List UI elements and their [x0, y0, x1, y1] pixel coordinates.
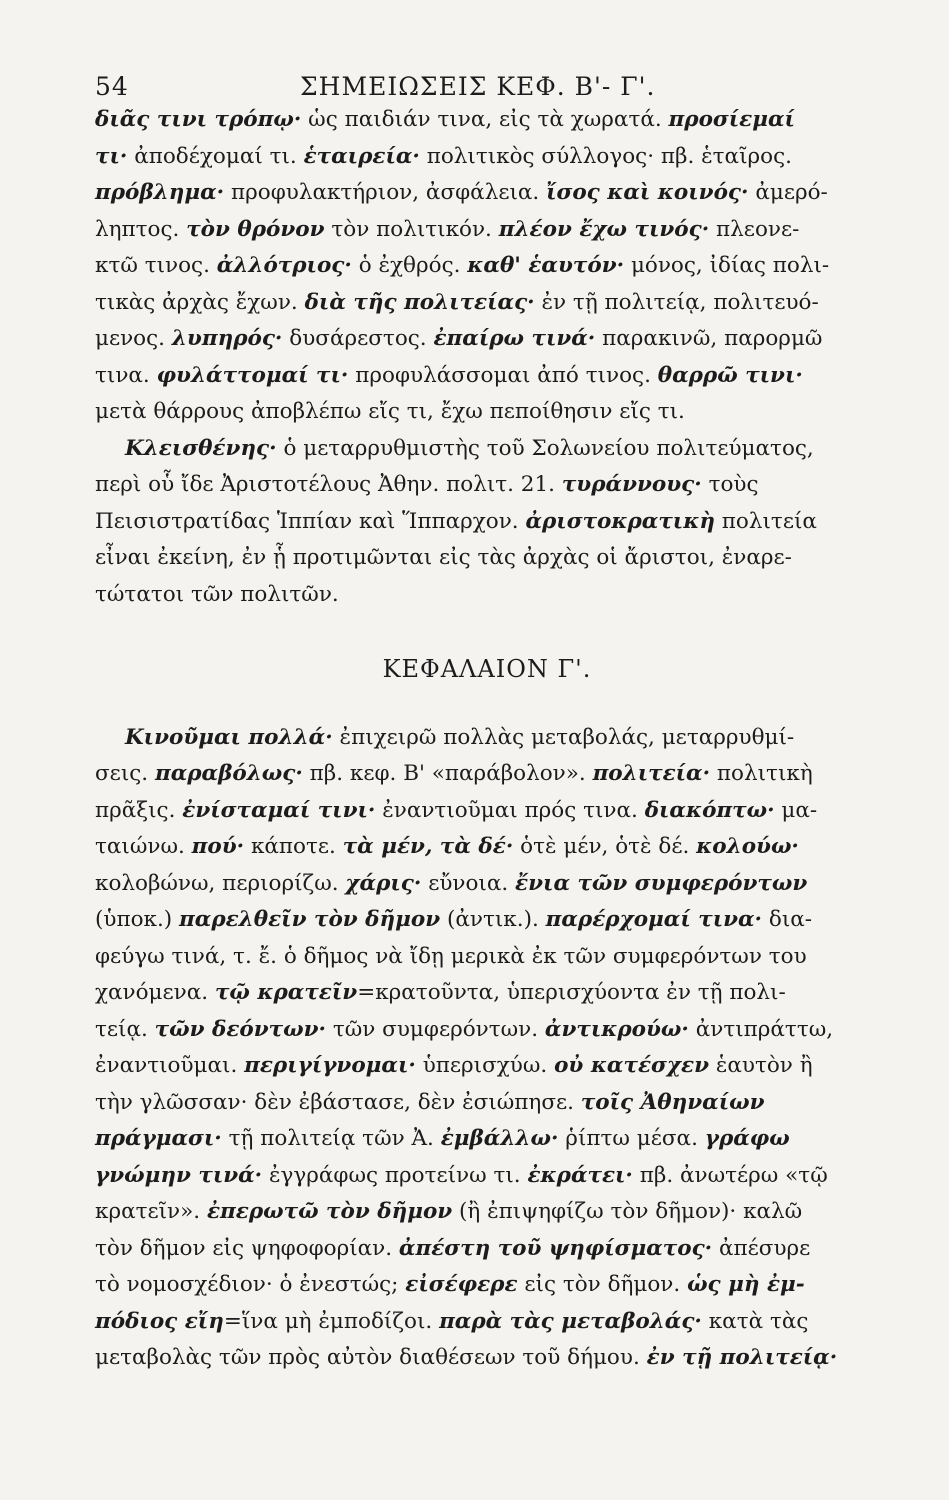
- notes-paragraph-1: [95, 102, 879, 431]
- glossary-term: πρόβλημα·: [95, 180, 225, 205]
- gloss-text: τὴν γλῶσσαν· δὲν ἐβάστασε, δὲν ἐσιώπησε.: [95, 1089, 581, 1115]
- glossary-term: διὰ τῆς πολιτείας·: [304, 289, 535, 315]
- text-line: [95, 1012, 879, 1049]
- gloss-text: πολιτικὸς σύλλογος· πβ. ἑταῖρος.: [419, 143, 792, 169]
- gloss-text: μα-: [774, 797, 818, 823]
- gloss-text: ληπτος.: [95, 216, 187, 242]
- glossary-term: τι·: [95, 143, 128, 169]
- gloss-text: παρακινῶ, παρορμῶ: [595, 326, 823, 351]
- glossary-term: κολούω·: [696, 834, 799, 859]
- glossary-term: ἀλλότριος·: [216, 253, 352, 278]
- gloss-text: ἀπέσυρε: [712, 1235, 811, 1261]
- text-line: [95, 504, 879, 541]
- glossary-term: παρελθεῖν τὸν δῆμον: [179, 907, 441, 932]
- glossary-term: ἔνια τῶν συμφερόντων: [515, 870, 808, 896]
- glossary-term: ἴσος καὶ κοινός·: [546, 180, 749, 205]
- gloss-text: πβ. ἀνωτέρω «τῷ: [632, 1162, 828, 1188]
- gloss-text: προφυλακτήριον, ἀσφάλεια.: [224, 180, 547, 205]
- glossary-term: καθ' ἑαυτόν·: [467, 253, 625, 278]
- glossary-term: τὰ μέν, τὰ δέ·: [342, 834, 514, 859]
- text-line: [95, 321, 879, 358]
- text-line: [95, 102, 879, 139]
- text-line: [95, 756, 879, 793]
- glossary-term: πού·: [191, 834, 245, 859]
- text-line: [95, 431, 879, 468]
- gloss-text: εἶναι ἐκείνη, ἐν ᾗ προτιμῶνται εἰς τὰς ἀρχὰς οἱ ἄριστοι, ἐναρε-: [95, 545, 792, 570]
- gloss-text: τινα.: [95, 362, 157, 388]
- gloss-text: τώτατοι τῶν πολιτῶν.: [95, 581, 339, 607]
- glossary-term: τῶν δεόντων·: [154, 1016, 327, 1042]
- gloss-text: ἀποδέχομαί τι.: [127, 143, 304, 169]
- text-line: [95, 577, 879, 614]
- gloss-text: κατὰ τὰς: [701, 1308, 809, 1334]
- glossary-term: περιγίγνομαι·: [244, 1053, 416, 1078]
- gloss-text: δυσάρεστος.: [282, 326, 434, 351]
- notes-paragraph-3: [95, 720, 879, 1377]
- gloss-text: ἐναντιοῦμαι.: [95, 1053, 245, 1078]
- gloss-text: ἀμερό-: [748, 180, 828, 205]
- gloss-text: ἐπιχειρῶ πολλὰς μεταβολάς, μεταρρυθμί-: [332, 724, 795, 750]
- text-line: [95, 1158, 879, 1195]
- glossary-term: παρὰ τὰς μεταβολάς·: [439, 1308, 702, 1334]
- glossary-term: οὐ κατέσχεν: [554, 1053, 709, 1078]
- gloss-text: =ἵνα μὴ ἐμποδίζοι.: [223, 1308, 440, 1334]
- gloss-text: =κρατοῦντα, ὑπερισχύοντα ἐν τῇ πολι-: [357, 980, 786, 1005]
- gloss-text: πβ. κεφ. Β' «παράβολον».: [302, 761, 593, 786]
- glossary-term: ὡς μὴ ἐμ-: [687, 1272, 805, 1297]
- glossary-term: παρέρχομαί τινα·: [545, 907, 763, 932]
- gloss-text: προφυλάσσομαι ἀπό τινος.: [348, 362, 658, 388]
- text-line: [95, 1304, 879, 1341]
- gloss-text: ἀντιπράττω,: [688, 1016, 834, 1042]
- gloss-text: φεύγω τινά, τ. ἔ. ὁ δῆμος νὰ ἴδῃ μερικὰ ἐκ τῶν συμφερόντων του: [95, 943, 807, 969]
- glossary-term: χάρις·: [345, 870, 422, 896]
- chapter-heading: ΚΕΦΑΛΑΙΟΝ Γ'.: [382, 655, 592, 683]
- gloss-text: (ἀντικ.).: [440, 907, 546, 932]
- glossary-term: γράφω: [704, 1126, 790, 1151]
- text-line: [95, 285, 879, 322]
- glossary-term: τὸν θρόνον: [186, 216, 325, 242]
- gloss-text: τὸ νομοσχέδιον· ὁ ἐνεστώς;: [95, 1272, 406, 1297]
- glossary-term: ἐν τῇ πολιτείᾳ·: [646, 1345, 838, 1370]
- gloss-text: τὸν δῆμον εἰς ψηφοφορίαν.: [95, 1235, 399, 1261]
- gloss-text: τείᾳ.: [95, 1016, 155, 1042]
- text-line: [95, 1048, 879, 1085]
- gloss-text: κτῶ τινος.: [95, 253, 217, 278]
- text-line: [95, 793, 879, 830]
- text-line: [95, 975, 879, 1012]
- gloss-text: κρατεῖν».: [95, 1199, 207, 1224]
- glossary-term: ἀντικρούω·: [544, 1016, 689, 1042]
- text-line: [95, 720, 879, 757]
- glossary-term: ἑταιρεία·: [303, 143, 420, 169]
- gloss-text: (ὑποκ.): [95, 907, 180, 932]
- glossary-term: Κλεισθένης·: [125, 435, 277, 461]
- text-line: [95, 1194, 879, 1231]
- glossary-term: τοῖς Ἀθηναίων: [580, 1089, 765, 1115]
- gloss-text: τῶν συμφερόντων.: [326, 1016, 545, 1042]
- gloss-text: (ἢ ἐπιψηφίζω τὸν δῆμον)· καλῶ: [452, 1199, 803, 1224]
- gloss-text: ῥίπτω μέσα.: [558, 1126, 705, 1151]
- glossary-term: προσίεμαί: [668, 107, 795, 132]
- gloss-text: πολιτικὴ: [710, 761, 813, 786]
- gloss-text: ὑπερισχύω.: [415, 1053, 555, 1078]
- glossary-term: φυλάττομαί τι·: [156, 362, 349, 388]
- text-line: [95, 540, 879, 577]
- glossary-term: Κινοῦμαι πολλά·: [125, 724, 333, 750]
- glossary-term: πράγμασι·: [95, 1126, 222, 1151]
- gloss-text: πολιτεία: [714, 508, 817, 534]
- gloss-text: ἐναντιοῦμαι πρός τινα.: [375, 797, 645, 823]
- glossary-term: θαρρῶ τινι·: [657, 362, 803, 388]
- glossary-term: πόδιος εἴη: [95, 1308, 224, 1334]
- text-line: [95, 939, 879, 976]
- glossary-term: ἐπερωτῶ τὸν δῆμον: [206, 1199, 453, 1224]
- gloss-text: ἐγγράφως προτείνω τι.: [262, 1162, 528, 1188]
- text-line: [95, 829, 879, 866]
- gloss-text: ὡς παιδιάν τινα, εἰς τὰ χωρατά.: [301, 107, 669, 132]
- glossary-term: ἐπαίρω τινά·: [433, 326, 596, 351]
- glossary-term: ἀριστοκρατικὴ: [525, 508, 715, 534]
- gloss-text: κολοβώνω, περιορίζω.: [95, 870, 346, 896]
- gloss-text: Πεισιστρατίδας Ἱππίαν καὶ Ἵππαρχον.: [95, 508, 526, 534]
- glossary-term: λυπηρός·: [171, 326, 283, 351]
- glossary-term: διᾶς τινι τρόπῳ·: [95, 107, 302, 132]
- gloss-text: ὁ ἐχθρός.: [351, 253, 468, 278]
- gloss-text: πλεονε-: [709, 216, 800, 242]
- gloss-text: πρᾶξις.: [95, 797, 183, 823]
- glossary-term: παραβόλως·: [154, 761, 303, 786]
- notes-text: [95, 102, 879, 1377]
- gloss-text: μόνος, ἰδίας πολι-: [624, 253, 830, 278]
- glossary-term: ἀπέστη τοῦ ψηφίσματος·: [398, 1235, 713, 1261]
- glossary-term: τῷ κρατεῖν: [214, 980, 358, 1005]
- page-number: 54: [95, 72, 129, 101]
- gloss-text: μενος.: [95, 326, 172, 351]
- text-line: [95, 1121, 879, 1158]
- gloss-text: ὁτὲ μέν, ὁτὲ δέ.: [513, 834, 697, 859]
- gloss-text: ὁ μεταρρυθμιστὴς τοῦ Σολωνείου πολιτεύματος,: [276, 435, 814, 461]
- gloss-text: περὶ οὗ ἴδε Ἀριστοτέλους Ἀθην. πολιτ. 21.: [95, 472, 562, 497]
- gloss-text: τοὺς: [701, 472, 759, 497]
- text-line: [95, 248, 879, 285]
- gloss-text: ταιώνω.: [95, 834, 192, 859]
- glossary-term: γνώμην τινά·: [95, 1162, 263, 1188]
- glossary-term: τυράννους·: [561, 472, 702, 497]
- text-line: [95, 175, 879, 212]
- notes-paragraph-2: [95, 431, 879, 614]
- text-line: [95, 1231, 879, 1268]
- text-line: [95, 1085, 879, 1122]
- glossary-term: ἐκράτει·: [527, 1162, 633, 1188]
- gloss-text: ἐν τῇ πολιτείᾳ, πολιτευό-: [534, 289, 819, 315]
- glossary-term: πλέον ἔχω τινός·: [498, 216, 710, 242]
- text-line: [95, 394, 879, 431]
- glossary-term: ἐνίσταμαί τινι·: [182, 797, 376, 823]
- glossary-term: πολιτεία·: [592, 761, 711, 786]
- gloss-text: μετὰ θάρρους ἀποβλέπω εἴς τι, ἔχω πεποίθησιν εἴς τι.: [95, 399, 685, 424]
- gloss-text: ἑαυτὸν ἢ: [709, 1053, 813, 1078]
- gloss-text: κάποτε.: [244, 834, 343, 859]
- text-line: [95, 866, 879, 903]
- gloss-text: τικὰς ἀρχὰς ἔχων.: [95, 289, 305, 315]
- text-line: [95, 212, 879, 249]
- gloss-text: εἰς τὸν δῆμον.: [517, 1272, 688, 1297]
- text-line: [95, 358, 879, 395]
- page-header: [95, 62, 879, 102]
- text-line: [95, 1340, 879, 1377]
- glossary-term: εἰσέφερε: [405, 1272, 518, 1297]
- gloss-text: τὸν πολιτικόν.: [324, 216, 499, 242]
- glossary-term: διακόπτω·: [644, 797, 775, 823]
- text-line: [95, 139, 879, 176]
- gloss-text: εὔνοια.: [421, 870, 516, 896]
- running-title: ΣΗΜΕΙΩΣΕΙΣ ΚΕΦ. Β'- Γ'.: [300, 72, 656, 101]
- gloss-text: χανόμενα.: [95, 980, 215, 1005]
- gloss-text: μεταβολὰς τῶν πρὸς αὐτὸν διαθέσεων τοῦ δήμου.: [95, 1345, 647, 1370]
- gloss-text: τῇ πολιτείᾳ τῶν Ἀ.: [221, 1126, 441, 1151]
- glossary-term: ἐμβάλλω·: [440, 1126, 559, 1151]
- text-line: [95, 467, 879, 504]
- text-line: [95, 902, 879, 939]
- gloss-text: σεις.: [95, 761, 155, 786]
- gloss-text: δια-: [762, 907, 813, 932]
- text-line: [95, 1267, 879, 1304]
